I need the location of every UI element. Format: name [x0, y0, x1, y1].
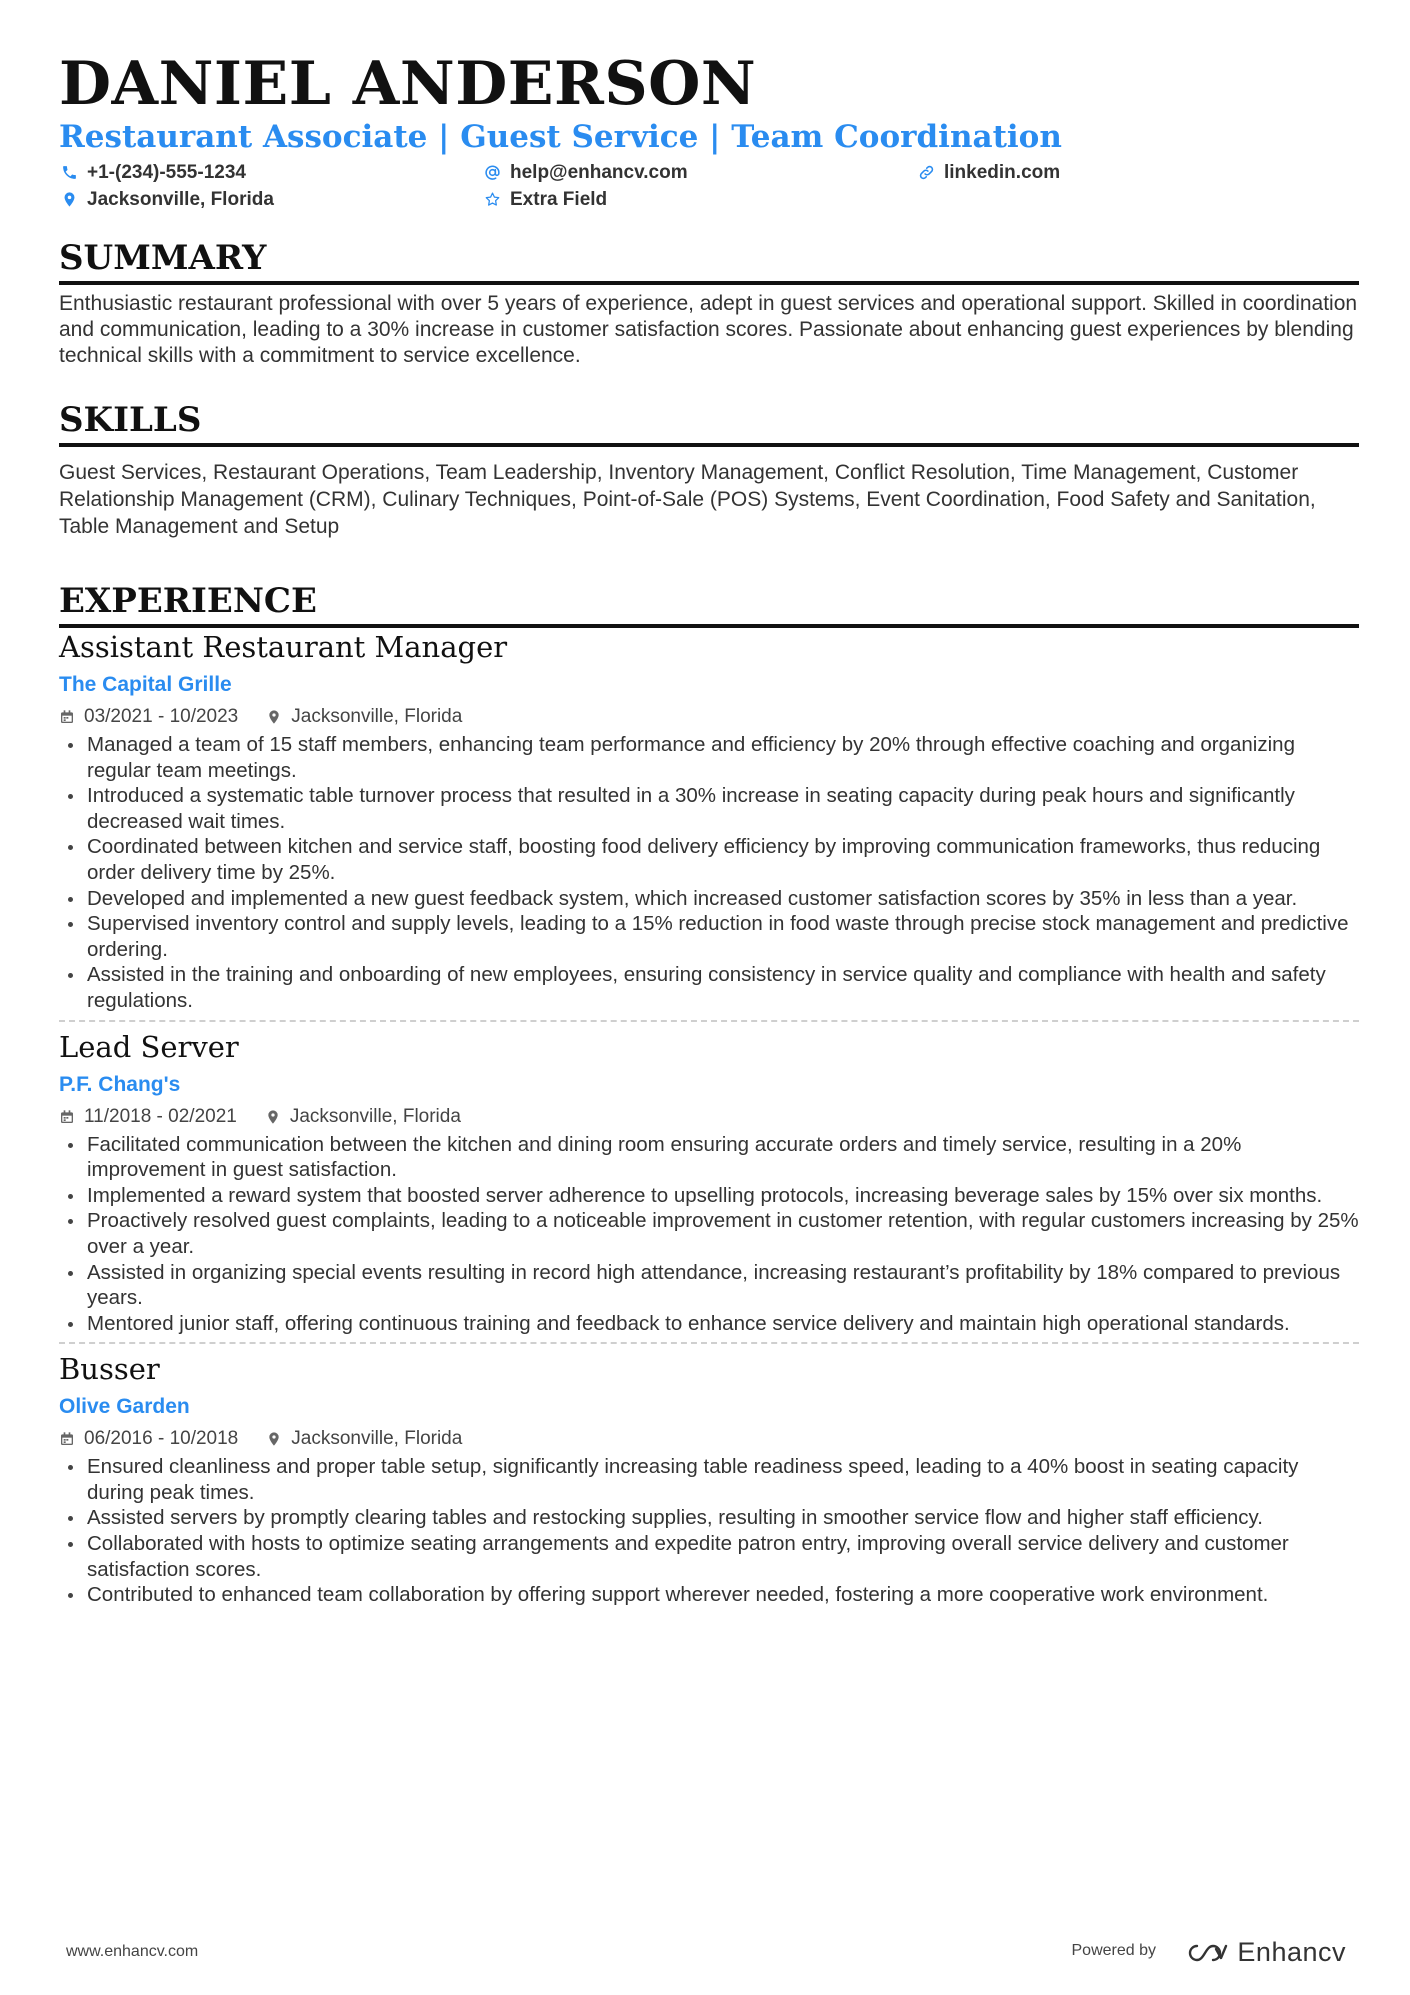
job-bullet: Assisted in the training and onboarding of new employees, ensuring consistency in service quality and compliance with health and safety regulations.	[59, 962, 1359, 1013]
calendar-icon	[59, 1109, 75, 1125]
experience-heading: EXPERIENCE	[59, 580, 1359, 628]
job-dates	[59, 1106, 237, 1128]
extra-field-text: Extra Field	[510, 188, 608, 210]
enhancv-logo-icon	[1183, 1941, 1229, 1965]
at-icon	[484, 164, 501, 181]
location-pin-icon	[266, 1431, 282, 1447]
location-text: Jacksonville, Florida	[87, 188, 274, 210]
job-bullet: Assisted in organizing special events resulting in record high attendance, increasing restaurant’s profitability by 18% compared to previous years.	[59, 1260, 1359, 1311]
summary-heading: SUMMARY	[59, 237, 1359, 285]
job-bullet: Contributed to enhanced team collaboration by offering support wherever needed, fostering a more cooperative work environment.	[59, 1582, 1359, 1608]
job-dates	[59, 706, 238, 728]
company-name: The Capital Grille	[59, 673, 232, 696]
summary-section	[59, 237, 1359, 369]
job-dates	[59, 1428, 238, 1450]
job-location-text: Jacksonville, Florida	[291, 706, 463, 727]
job-location	[266, 1428, 462, 1450]
contact-email[interactable]	[484, 159, 688, 186]
link-icon	[918, 164, 935, 181]
job-bullet: Managed a team of 15 staff members, enhancing team performance and efficiency by 20% through effective coaching and organizing regular team meetings.	[59, 732, 1359, 783]
job-location	[265, 1106, 461, 1128]
contact-phone[interactable]	[61, 159, 246, 186]
job-bullet: Implemented a reward system that boosted server adherence to upselling protocols, increasing beverage sales by 15% over six months.	[59, 1183, 1359, 1209]
job-location	[266, 706, 462, 728]
resume-page	[59, 48, 1359, 1614]
linkedin-text: linkedin.com	[944, 161, 1061, 183]
job-dates-text: 03/2021 - 10/2023	[84, 706, 239, 727]
calendar-icon	[59, 1431, 75, 1447]
job-dates-text: 06/2016 - 10/2018	[84, 1428, 239, 1450]
job-title: Lead Server	[59, 1029, 239, 1064]
job-bullet: Coordinated between kitchen and service staff, boosting food delivery efficiency by improving communication frameworks, thus reducing order delivery time by 25%.	[59, 834, 1359, 885]
job-meta	[59, 1424, 1359, 1454]
job-meta	[59, 702, 1359, 732]
location-pin-icon	[266, 709, 282, 725]
job-bullet: Developed and implemented a new guest feedback system, which increased customer satisfaction scores by 35% in less than a year.	[59, 886, 1359, 912]
contact-info	[59, 159, 1359, 215]
summary-text: Enthusiastic restaurant professional with over 5 years of experience, adept in guest services and operational support. Skilled in coordination and communication, leading to a 30% increase in customer satisfaction scores. Passionate about enhancing guest experiences by blending technical skills with a commitment to service excellence.	[59, 292, 1358, 367]
candidate-name: DANIEL ANDERSON	[59, 49, 757, 119]
job-bullet: Supervised inventory control and supply levels, leading to a 15% reduction in food waste through precise stock management and predictive ordering.	[59, 911, 1359, 962]
job-entry	[59, 1020, 1359, 1343]
email-text: help@enhancv.com	[510, 161, 688, 183]
job-bullet: Mentored junior staff, offering continuous training and feedback to enhance service delivery and maintain high operational standards.	[59, 1311, 1359, 1337]
calendar-icon	[59, 709, 75, 725]
experience-section	[59, 580, 1359, 1614]
job-bullet: Facilitated communication between the kitchen and dining room ensuring accurate orders and timely service, resulting in a 20% improvement in guest satisfaction.	[59, 1132, 1359, 1183]
job-bullet: Ensured cleanliness and proper table setup, significantly increasing table readiness speed, leading to a 40% boost in seating capacity during peak times.	[59, 1454, 1359, 1505]
job-title: Busser	[59, 1352, 160, 1387]
powered-by-text: Powered by	[1071, 1942, 1156, 1959]
skills-text: Guest Services, Restaurant Operations, Team Leadership, Inventory Management, Conflict Resolution, Time Management, Customer Relationship Management (CRM), Culinary Techniques, Point-of-Sale (POS) Systems, Event Coordination, Food Safety and Sanitation, Table Management and Setup	[59, 461, 1316, 538]
candidate-headline: Restaurant Associate | Guest Service | Team Coordination	[59, 119, 1062, 155]
star-icon	[484, 191, 501, 208]
company-name: Olive Garden	[59, 1395, 190, 1419]
job-location-text: Jacksonville, Florida	[291, 1428, 463, 1450]
location-pin-icon	[61, 191, 78, 208]
job-bullet: Collaborated with hosts to optimize seating arrangements and expedite patron entry, improving overall service delivery and customer satisfaction scores.	[59, 1531, 1359, 1582]
contact-extra	[484, 186, 607, 213]
footer-url[interactable]: www.enhancv.com	[66, 1943, 199, 1960]
contact-location	[61, 186, 274, 213]
enhancv-logo[interactable]	[1183, 1937, 1346, 1968]
job-entry	[59, 628, 1359, 1020]
job-meta	[59, 1102, 1359, 1132]
job-bullets	[59, 732, 1359, 1014]
location-pin-icon	[265, 1109, 281, 1125]
job-title: Assistant Restaurant Manager	[59, 630, 508, 664]
skills-heading: SKILLS	[59, 399, 1359, 447]
phone-text: +1-(234)-555-1234	[87, 161, 246, 183]
enhancv-brand-text: Enhancv	[1237, 1937, 1346, 1967]
page-footer	[66, 1937, 1346, 1969]
job-bullet: Assisted servers by promptly clearing tables and restocking supplies, resulting in smoother service flow and higher staff efficiency.	[59, 1505, 1359, 1531]
job-bullet: Proactively resolved guest complaints, leading to a noticeable improvement in customer retention, with regular customers increasing by 25% over a year.	[59, 1208, 1359, 1259]
skills-section	[59, 399, 1359, 540]
job-bullet: Introduced a systematic table turnover process that resulted in a 30% increase in seating capacity during peak hours and significantly decreased wait times.	[59, 783, 1359, 834]
job-dates-text: 11/2018 - 02/2021	[84, 1105, 237, 1127]
job-location-text: Jacksonville, Florida	[289, 1105, 461, 1127]
contact-linkedin[interactable]	[918, 159, 1060, 186]
company-name: P.F. Chang's	[59, 1072, 181, 1096]
phone-icon	[61, 164, 78, 181]
job-entry	[59, 1342, 1359, 1614]
job-bullets	[59, 1454, 1359, 1608]
job-bullets	[59, 1132, 1359, 1337]
